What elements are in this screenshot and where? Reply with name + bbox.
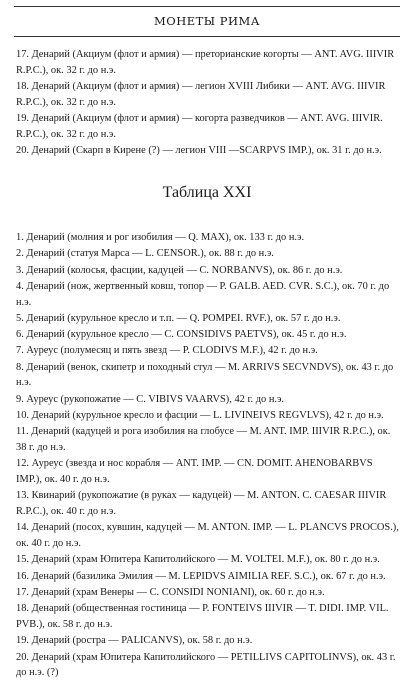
entries-list-table-xxi xyxy=(16,230,400,682)
list-item: 3. Денарий (колосья, фасции, кадуцей — C. NORBANVS), ок. 86 г. до н.э. xyxy=(16,264,343,276)
list-item: 1. Денарий (молния и рог изобилия — Q. MAX), ок. 133 г. до н.э. xyxy=(16,232,305,243)
header-top-rule xyxy=(14,6,400,7)
header-title: МОНЕТЫ РИМА xyxy=(153,14,261,28)
list-item: 20. Денарий (Скарп в Кирене (?) — легион VIII —SCARPVS IMP.), ок. 31 г. до н.э. xyxy=(16,145,382,156)
list-item: 20. Денарий (храм Юпитера Капитолийского — PETILLIVS CAPITOLINVS), ок. 43 г. до н.э. (?) xyxy=(16,651,396,679)
section-title: Таблица XXI xyxy=(162,184,252,201)
list-item: 19. Денарий (Акциум (флот и армия) — когорта разведчиков — ANT. AVG. IIIVIR. R.P.C.), ок. 32 г. до н.э. xyxy=(16,113,383,140)
list-item: 18. Денарий (общественная гостиница — P. FONTEIVS IIIVIR — T. DIDI. IMP. VIL. PVB.), ок. 58 г. до н.э. xyxy=(16,603,389,630)
list-item: 16. Денарий (базилика Эмилия — M. LEPIDVS AIMILIA REF. S.C.), ок. 67 г. до н.э. xyxy=(16,570,386,582)
list-item: 14. Денарий (посох, кувшин, кадуцей — M. ANTON. IMP. — L. PLANCVS PROCOS.), ок. 40 г. до н.э. xyxy=(16,522,399,550)
list-item: 5. Денарий (курульное кресло и т.п. — Q. POMPEI. RVF.), ок. 57 г. до н.э. xyxy=(16,312,341,324)
list-item: 17. Денарий (Акциум (флот и армия) — преторианские когорты — ANT. AVG. IIIVIR R.P.C.), ок. 32 г. до н.э. xyxy=(16,49,395,76)
running-header xyxy=(14,6,400,37)
list-item: 8. Денарий (венок, скипетр и походный стул — M. ARRIVS SECVNDVS), ок. 43 г. до н.э. xyxy=(16,361,394,389)
list-item: 9. Ауреус (рукопожатие — C. VIBIVS VAARVS), 42 г. до н.э. xyxy=(16,393,285,405)
list-item: 10. Денарий (курульное кресло и фасции — L. LIVINEIVS REGVLVS), 42 г. до н.э. xyxy=(16,410,384,422)
list-item: 4. Денарий (нож, жертвенный ковш, топор — P. GALB. AED. CVR. S.C.), ок. 70 г. до н.э. xyxy=(16,280,390,308)
list-item: 12. Ауреус (звезда и нос корабля — ANT. IMP. — CN. DOMIT. AHENOBARBVS IMP.), ок. 40 г. до н.э. xyxy=(16,458,373,486)
list-item: 2. Денарий (статуя Марса — L. CENSOR.), ок. 88 г. до н.э. xyxy=(16,248,274,260)
list-item: 11. Денарий (кадуцей и рога изобилия на глобусе — M. ANT. IMP. IIIVIR R.P.C.), ок. 38 г. до н.э. xyxy=(16,426,391,454)
list-item: 19. Денарий (ростра — PALICANVS), ок. 58 г. до н.э. xyxy=(16,635,253,647)
entries-list-continued xyxy=(16,47,400,159)
list-item: 17. Денарий (храм Венеры — C. CONSIDI NONIANI), ок. 60 г. до н.э. xyxy=(16,586,325,598)
list-item: 6. Денарий (курульное кресло — C. CONSIDIVS PAETVS), ок. 45 г. до н.э. xyxy=(16,329,347,341)
list-item: 7. Ауреус (полумесяц и пять звезд — P. CLODIVS M.F.), 42 г. до н.э. xyxy=(16,345,318,357)
list-item: 13. Квинарий (рукопожатие (в руках — кадуцей) — M. ANTON. C. CAESAR IIIVIR R.P.C.), ок. 40 г. до н.э. xyxy=(16,490,387,518)
list-item: 18. Денарий (Акциум (флот и армия) — легион XVIII Либики — ANT. AVG. IIIVIR R.P.C.), ок. 32 г. до н.э. xyxy=(16,81,386,108)
list-item: 15. Денарий (храм Юпитера Капитолийского — M. VOLTEI. M.F.), ок. 80 г. до н.э. xyxy=(16,554,380,566)
